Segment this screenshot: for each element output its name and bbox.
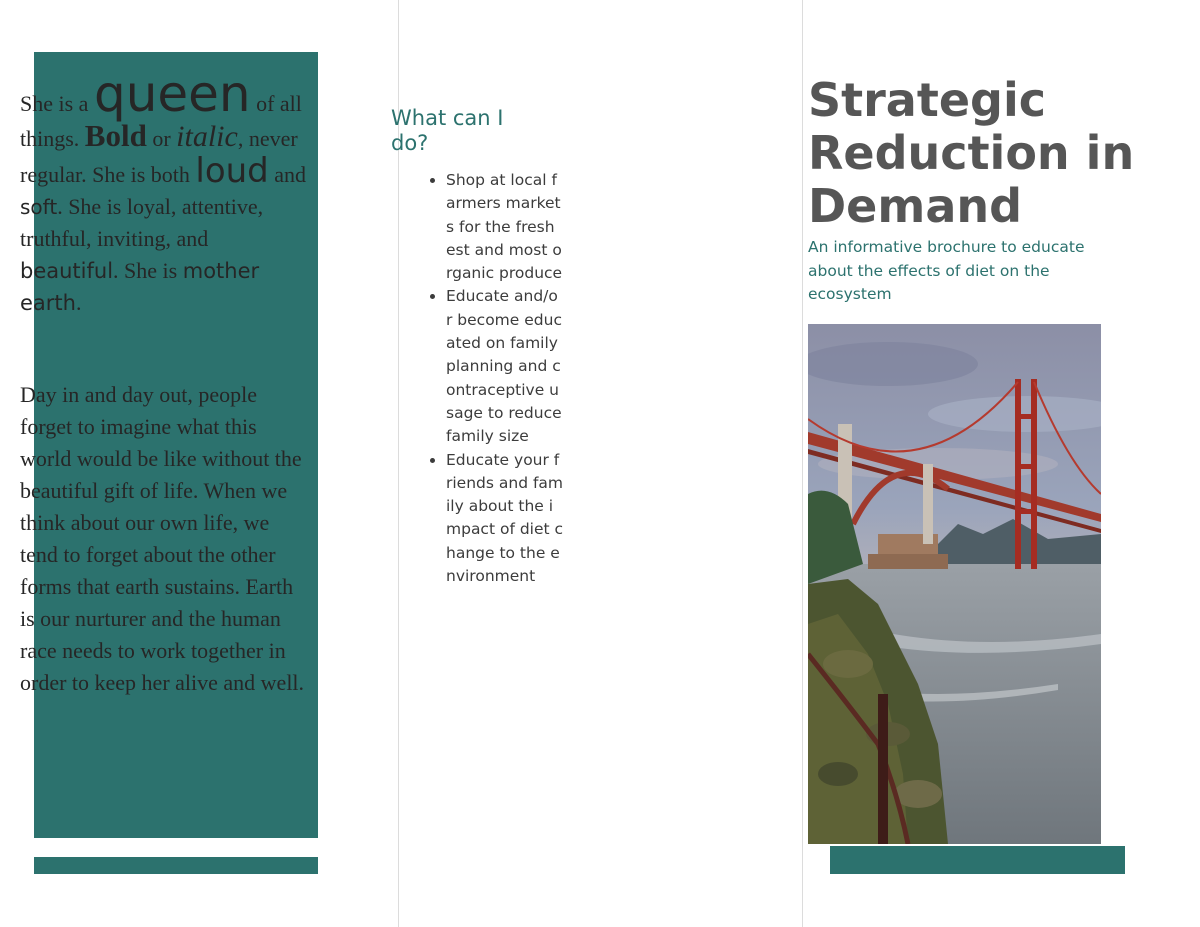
poem-text: and xyxy=(268,162,307,187)
poem-text: or xyxy=(146,126,177,151)
list-item: • Educate and/or become educated on family planning and contraceptive usage to reduce family size xyxy=(446,285,564,448)
poem-text: , never regular. She is both xyxy=(20,126,298,187)
poem-text: She is a xyxy=(20,91,94,116)
brochure-title: Strategic Reduction in Demand xyxy=(808,73,1135,233)
section-heading: What can I do? xyxy=(391,106,504,155)
poem-paragraph-2: Day in and day out, people forget to imagine what this world would be like without the beautiful gift of life. When we think about our own life, we tend to forget about the other forms that earth sustains. Earth is our nurturer and the human race needs to work together in order to keep her alive and well. xyxy=(20,382,305,695)
word-mother-earth: mother earth xyxy=(20,259,260,315)
golden-gate-bridge-photo xyxy=(808,324,1101,844)
bridge-illustration xyxy=(808,324,1101,844)
word-loud: loud xyxy=(195,151,269,191)
teal-accent-bar-left xyxy=(34,857,318,874)
poem-text: . She is loyal, attentive, truthful, inviting, and xyxy=(20,194,264,251)
word-soft: soft xyxy=(20,195,58,219)
word-queen: queen xyxy=(93,65,251,123)
list-item: • Shop at local farmers markets for the freshest and most organic produce xyxy=(446,169,564,285)
word-bold: Bold xyxy=(84,118,147,153)
poem-text: . She is xyxy=(113,258,183,283)
teal-accent-bar-right xyxy=(830,846,1125,874)
list-item: • Educate your friends and family about the impact of diet change to the environment xyxy=(446,449,564,589)
brochure-subtitle: An informative brochure to educate about the effects of diet on the ecosystem xyxy=(808,238,1085,303)
poem-text-block xyxy=(20,65,312,699)
word-italic: italic xyxy=(176,120,238,153)
poem-paragraph-1 xyxy=(20,65,312,319)
action-list xyxy=(402,169,564,588)
word-beautiful: beautiful xyxy=(20,259,114,283)
fold-line-right xyxy=(802,0,803,927)
poem-text: of all things. xyxy=(20,91,302,151)
poem-text: . xyxy=(75,290,82,315)
